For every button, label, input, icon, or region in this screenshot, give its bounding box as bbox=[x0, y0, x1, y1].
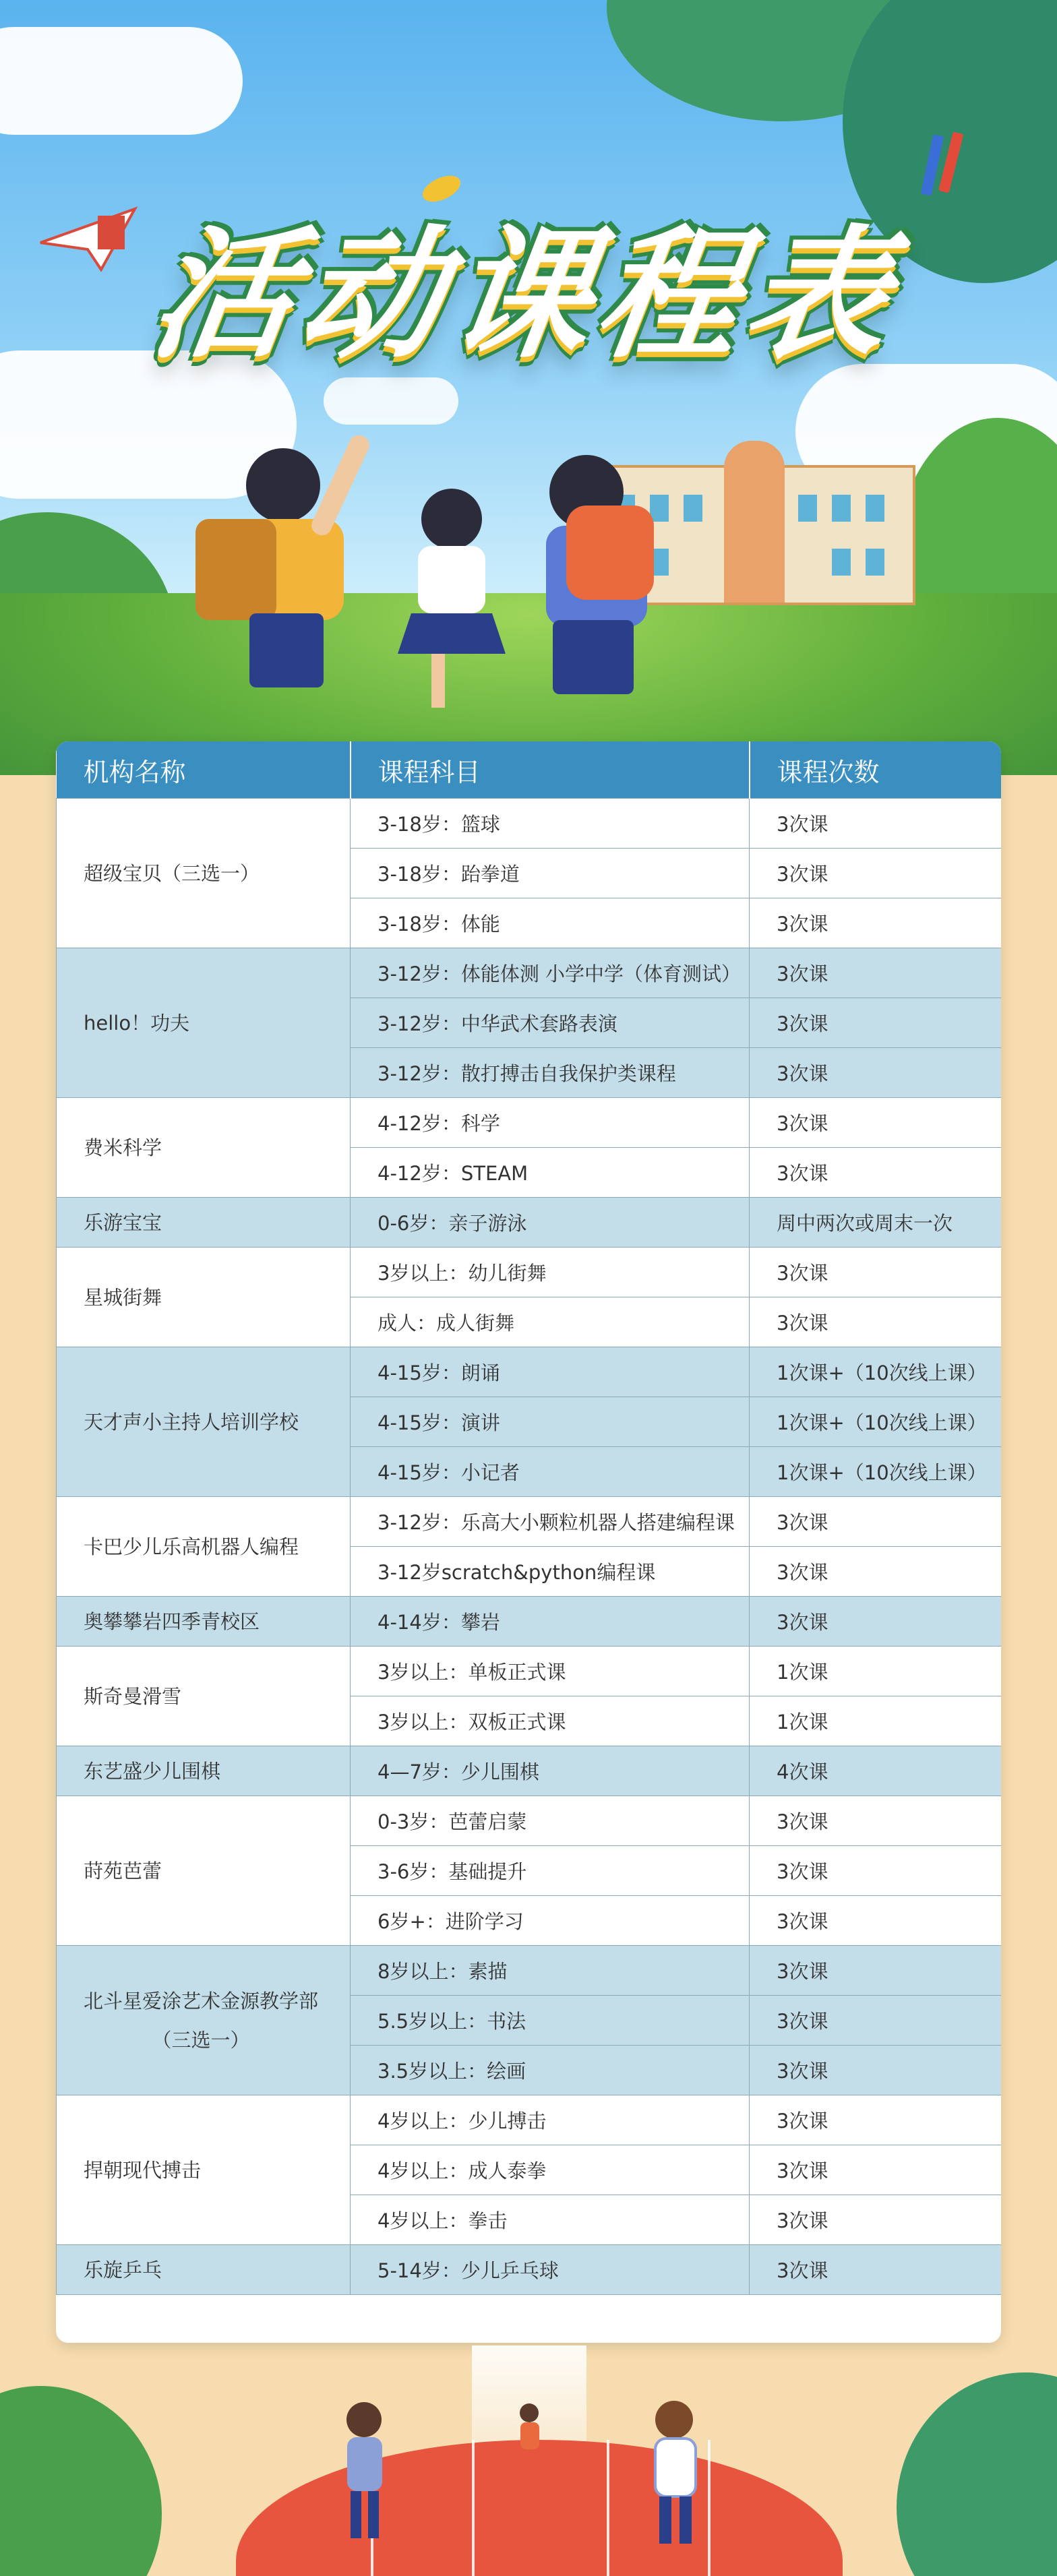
org-cell: 星城街舞 bbox=[57, 1248, 351, 1347]
subject-cell: 成人：成人街舞 bbox=[351, 1297, 750, 1347]
sessions-cell: 3次课 bbox=[750, 1497, 1002, 1547]
subject-cell: 3-6岁：基础提升 bbox=[351, 1846, 750, 1896]
org-cell bbox=[57, 1946, 351, 2095]
sessions-cell: 周中两次或周末一次 bbox=[750, 1198, 1002, 1248]
org-cell: 东艺盛少儿围棋 bbox=[57, 1746, 351, 1796]
tree-foliage bbox=[0, 2386, 162, 2576]
subject-cell: 3-12岁：散打搏击自我保护类课程 bbox=[351, 1048, 750, 1098]
subject-cell: 6岁+：进阶学习 bbox=[351, 1896, 750, 1946]
schedule-card bbox=[56, 741, 1001, 2343]
header-subject: 课程科目 bbox=[351, 741, 750, 799]
sessions-cell: 1次课 bbox=[750, 1647, 1002, 1696]
subject-cell: 3-12岁scratch&python编程课 bbox=[351, 1547, 750, 1597]
sessions-cell: 3次课 bbox=[750, 1048, 1002, 1098]
sessions-cell: 3次课 bbox=[750, 1946, 1002, 1996]
org-cell: 奥攀攀岩四季青校区 bbox=[57, 1597, 351, 1647]
subject-cell: 3.5岁以上：绘画 bbox=[351, 2046, 750, 2095]
title-banner bbox=[88, 182, 964, 384]
page-title: 活动课程表 bbox=[142, 212, 907, 377]
sessions-cell: 3次课 bbox=[750, 2195, 1002, 2245]
org-cell: 卡巴少儿乐高机器人编程 bbox=[57, 1497, 351, 1597]
sessions-cell: 3次课 bbox=[750, 898, 1002, 948]
header-sessions: 课程次数 bbox=[750, 741, 1002, 799]
subject-cell: 5.5岁以上：书法 bbox=[351, 1996, 750, 2046]
sessions-cell: 3次课 bbox=[750, 1547, 1002, 1597]
org-cell: hello！功夫 bbox=[57, 948, 351, 1098]
sessions-cell: 3次课 bbox=[750, 1896, 1002, 1946]
sessions-cell: 3次课 bbox=[750, 2245, 1002, 2295]
subject-cell: 3-18岁：篮球 bbox=[351, 799, 750, 849]
subject-cell: 4岁以上：拳击 bbox=[351, 2195, 750, 2245]
table-row bbox=[57, 1647, 1002, 1696]
table-row bbox=[57, 799, 1002, 849]
org-cell: 莳苑芭蕾 bbox=[57, 1796, 351, 1946]
subject-cell: 3岁以上：幼儿街舞 bbox=[351, 1248, 750, 1297]
org-name-line1: 北斗星爱涂艺术金源教学部 bbox=[84, 1989, 319, 2013]
sessions-cell: 3次课 bbox=[750, 1597, 1002, 1647]
tree-foliage bbox=[897, 2372, 1057, 2576]
org-cell: 斯奇曼滑雪 bbox=[57, 1647, 351, 1746]
subject-cell: 4-12岁：STEAM bbox=[351, 1148, 750, 1198]
footer-illustration bbox=[0, 2345, 1057, 2576]
subject-cell: 3岁以上：双板正式课 bbox=[351, 1696, 750, 1746]
org-cell: 天才声小主持人培训学校 bbox=[57, 1347, 351, 1497]
sessions-cell: 3次课 bbox=[750, 1248, 1002, 1297]
table-row bbox=[57, 2245, 1002, 2295]
sessions-cell: 3次课 bbox=[750, 1297, 1002, 1347]
sessions-cell: 3次课 bbox=[750, 1098, 1002, 1148]
sessions-cell: 3次课 bbox=[750, 1846, 1002, 1896]
sessions-cell: 3次课 bbox=[750, 2046, 1002, 2095]
subject-cell: 3-18岁：跆拳道 bbox=[351, 849, 750, 898]
table-header-row bbox=[57, 741, 1002, 799]
sessions-cell: 3次课 bbox=[750, 1796, 1002, 1846]
subject-cell: 3-18岁：体能 bbox=[351, 898, 750, 948]
sessions-cell: 1次课+（10次线上课） bbox=[750, 1397, 1002, 1447]
table-row bbox=[57, 1347, 1002, 1397]
cloud bbox=[0, 27, 243, 135]
org-cell: 捍朝现代搏击 bbox=[57, 2095, 351, 2245]
org-cell: 超级宝贝（三选一） bbox=[57, 799, 351, 948]
sessions-cell: 4次课 bbox=[750, 1746, 1002, 1796]
table-row bbox=[57, 948, 1002, 998]
sessions-cell: 3次课 bbox=[750, 998, 1002, 1048]
header-org: 机构名称 bbox=[57, 741, 351, 799]
running-kids-illustration bbox=[169, 418, 694, 741]
table-row bbox=[57, 1248, 1002, 1297]
runners-illustration bbox=[324, 2393, 742, 2576]
sessions-cell: 1次课+（10次线上课） bbox=[750, 1447, 1002, 1497]
sessions-cell: 3次课 bbox=[750, 948, 1002, 998]
subject-cell: 4-15岁：小记者 bbox=[351, 1447, 750, 1497]
subject-cell: 3-12岁：体能体测 小学中学（体育测试） bbox=[351, 948, 750, 998]
subject-cell: 4岁以上：成人泰拳 bbox=[351, 2145, 750, 2195]
subject-cell: 0-3岁：芭蕾启蒙 bbox=[351, 1796, 750, 1846]
table-row bbox=[57, 1597, 1002, 1647]
subject-cell: 4-15岁：朗诵 bbox=[351, 1347, 750, 1397]
table-row bbox=[57, 1098, 1002, 1148]
header-illustration bbox=[0, 0, 1057, 775]
sessions-cell: 1次课 bbox=[750, 1696, 1002, 1746]
table-row bbox=[57, 2095, 1002, 2145]
table-row bbox=[57, 1796, 1002, 1846]
sessions-cell: 3次课 bbox=[750, 2095, 1002, 2145]
sessions-cell: 3次课 bbox=[750, 1148, 1002, 1198]
org-cell: 乐旋乒乓 bbox=[57, 2245, 351, 2295]
table-row bbox=[57, 1198, 1002, 1248]
sessions-cell: 1次课+（10次线上课） bbox=[750, 1347, 1002, 1397]
course-schedule-table bbox=[56, 741, 1001, 2295]
subject-cell: 0-6岁：亲子游泳 bbox=[351, 1198, 750, 1248]
org-cell: 费米科学 bbox=[57, 1098, 351, 1198]
subject-cell: 3-12岁：乐高大小颗粒机器人搭建编程课 bbox=[351, 1497, 750, 1547]
table-row bbox=[57, 1746, 1002, 1796]
sessions-cell: 3次课 bbox=[750, 1996, 1002, 2046]
subject-cell: 4-12岁：科学 bbox=[351, 1098, 750, 1148]
table-row bbox=[57, 1946, 1002, 1996]
sessions-cell: 3次课 bbox=[750, 2145, 1002, 2195]
sessions-cell: 3次课 bbox=[750, 849, 1002, 898]
subject-cell: 4-15岁：演讲 bbox=[351, 1397, 750, 1447]
subject-cell: 4岁以上：少儿搏击 bbox=[351, 2095, 750, 2145]
subject-cell: 5-14岁：少儿乒乓球 bbox=[351, 2245, 750, 2295]
table-row bbox=[57, 1497, 1002, 1547]
subject-cell: 8岁以上：素描 bbox=[351, 1946, 750, 1996]
org-name-line2: （三选一） bbox=[152, 2028, 250, 2052]
subject-cell: 3岁以上：单板正式课 bbox=[351, 1647, 750, 1696]
subject-cell: 4-14岁：攀岩 bbox=[351, 1597, 750, 1647]
sessions-cell: 3次课 bbox=[750, 799, 1002, 849]
org-cell: 乐游宝宝 bbox=[57, 1198, 351, 1248]
subject-cell: 3-12岁：中华武术套路表演 bbox=[351, 998, 750, 1048]
subject-cell: 4—7岁：少儿围棋 bbox=[351, 1746, 750, 1796]
